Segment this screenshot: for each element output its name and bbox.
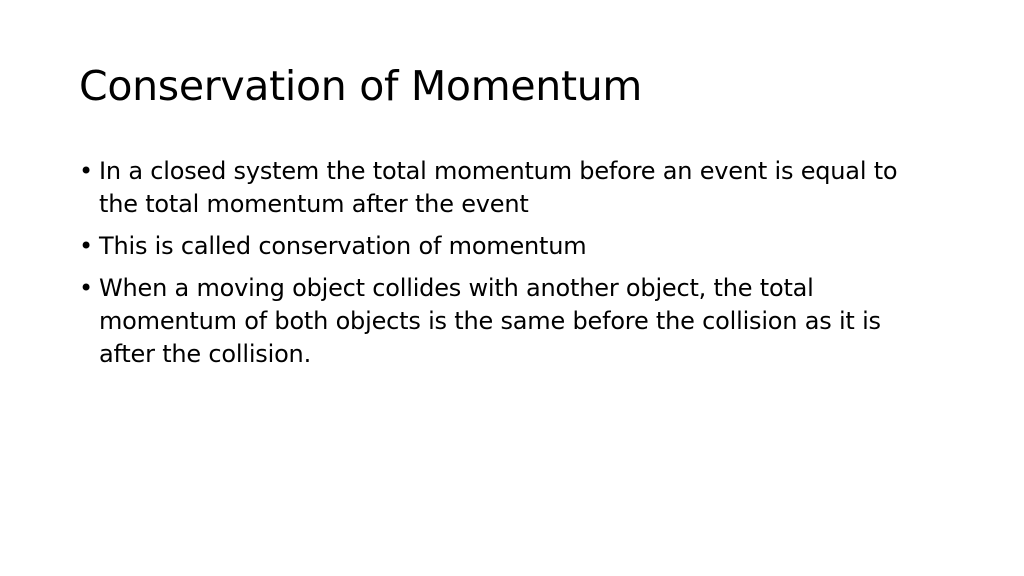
bullet-text: When a moving object collides with another object, the total momentum of both objects is the same before the collision as it is after the collision. xyxy=(99,274,881,368)
bullet-item xyxy=(79,230,939,263)
bullet-text: This is called conservation of momentum xyxy=(99,232,587,260)
bullet-dot-icon: • xyxy=(79,232,93,260)
bullet-item xyxy=(79,155,939,221)
slide-title: Conservation of Momentum xyxy=(79,62,643,110)
bullet-text: In a closed system the total momentum before an event is equal to the total momentum after the event xyxy=(99,157,898,218)
bullet-list xyxy=(79,155,939,380)
bullet-dot-icon: • xyxy=(79,157,93,185)
bullet-item xyxy=(79,272,939,371)
bullet-dot-icon: • xyxy=(79,274,93,302)
